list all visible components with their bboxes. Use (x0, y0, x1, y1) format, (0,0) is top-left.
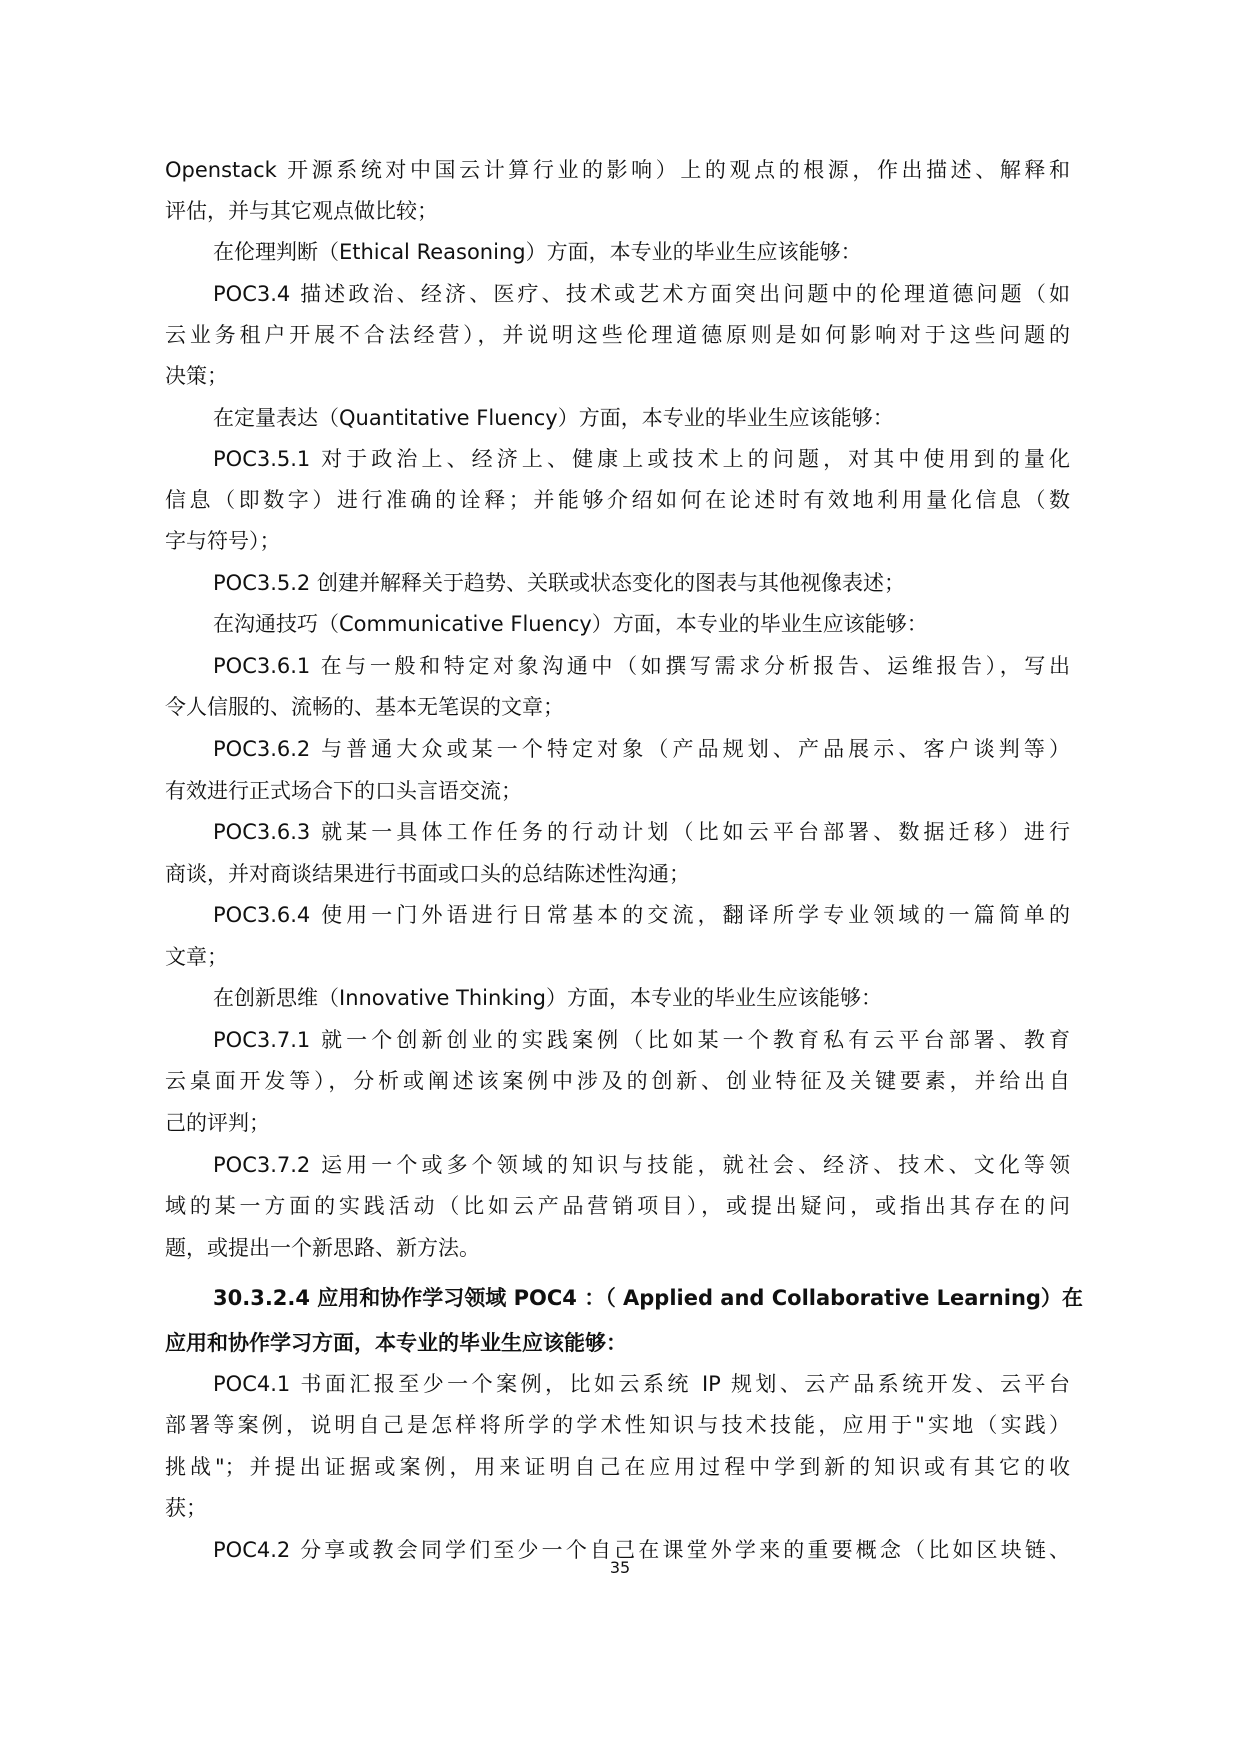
text-line: POC3.4 描述政治、经济、医疗、技术或艺术方面突出问题中的伦理道德问题（如 (213, 282, 1070, 306)
text-line: 在定量表达（Quantitative Fluency）方面，本专业的毕业生应该能够： (213, 406, 894, 430)
text-line: 部署等案例，说明自己是怎样将所学的学术性知识与技术技能，应用于"实地（实践） (165, 1413, 1070, 1437)
text-line: 在沟通技巧（Communicative Fluency）方面，本专业的毕业生应该能够： (213, 612, 928, 636)
section-heading-line: 应用和协作学习方面，本专业的毕业生应该能够： (165, 1331, 627, 1355)
page-number: 35 (609, 1558, 631, 1577)
text-line: 商谈，并对商谈结果进行书面或口头的总结陈述性沟通； (165, 862, 690, 886)
text-line: POC3.5.1 对于政治上、经济上、健康上或技术上的问题，对其中使用到的量化 (213, 447, 1070, 471)
text-line: 域的某一方面的实践活动（比如云产品营销项目），或提出疑问，或指出其存在的问 (165, 1194, 1070, 1218)
text-line: POC3.6.1 在与一般和特定对象沟通中（如撰写需求分析报告、运维报告），写出 (213, 654, 1070, 678)
text-line: Openstack 开源系统对中国云计算行业的影响）上的观点的根源，作出描述、解释和 (165, 158, 1070, 182)
text-line: POC4.2 分享或教会同学们至少一个自己在课堂外学来的重要概念（比如区块链、 (213, 1538, 1070, 1562)
text-line: 在伦理判断（Ethical Reasoning）方面，本专业的毕业生应该能够： (213, 240, 862, 264)
text-line: POC3.6.4 使用一门外语进行日常基本的交流，翻译所学专业领域的一篇简单的 (213, 903, 1070, 927)
text-line: POC4.1 书面汇报至少一个案例，比如云系统 IP 规划、云产品系统开发、云平台 (213, 1372, 1070, 1396)
text-line: POC3.6.3 就某一具体工作任务的行动计划（比如云平台部署、数据迁移）进行 (213, 820, 1070, 844)
text-line: 字与符号）； (165, 529, 281, 553)
text-line: POC3.7.2 运用一个或多个领域的知识与技能，就社会、经济、技术、文化等领 (213, 1153, 1070, 1177)
text-line: 云业务租户开展不合法经营），并说明这些伦理道德原则是如何影响对于这些问题的 (165, 323, 1070, 347)
text-line: 评估，并与其它观点做比较； (165, 199, 438, 223)
text-line: 己的评判； (165, 1111, 270, 1135)
text-line: 信息（即数字）进行准确的诠释；并能够介绍如何在论述时有效地利用量化信息（数 (165, 488, 1070, 512)
text-line: 决策； (165, 364, 228, 388)
text-line: POC3.7.1 就一个创新创业的实践案例（比如某一个教育私有云平台部署、教育 (213, 1028, 1070, 1052)
text-line: 挑战"；并提出证据或案例，用来证明自己在应用过程中学到新的知识或有其它的收 (165, 1455, 1070, 1479)
text-line: 文章； (165, 945, 228, 969)
text-line: POC3.5.2 创建并解释关于趋势、关联或状态变化的图表与其他视像表述； (213, 571, 905, 595)
section-heading-line: 30.3.2.4 应用和协作学习领域 POC4 ：（ Applied and Collaborative Learning）在 (213, 1286, 1083, 1310)
text-line: 有效进行正式场合下的口头言语交流； (165, 779, 522, 803)
text-line: 云桌面开发等），分析或阐述该案例中涉及的创新、创业特征及关键要素，并给出自 (165, 1069, 1070, 1093)
text-line: 令人信服的、流畅的、基本无笔误的文章； (165, 695, 564, 719)
text-line: POC3.6.2 与普通大众或某一个特定对象（产品规划、产品展示、客户谈判等） (213, 737, 1070, 761)
text-line: 题，或提出一个新思路、新方法。 (165, 1236, 480, 1260)
text-line: 获； (165, 1496, 207, 1520)
text-line: 在创新思维（Innovative Thinking）方面，本专业的毕业生应该能够： (213, 986, 882, 1010)
